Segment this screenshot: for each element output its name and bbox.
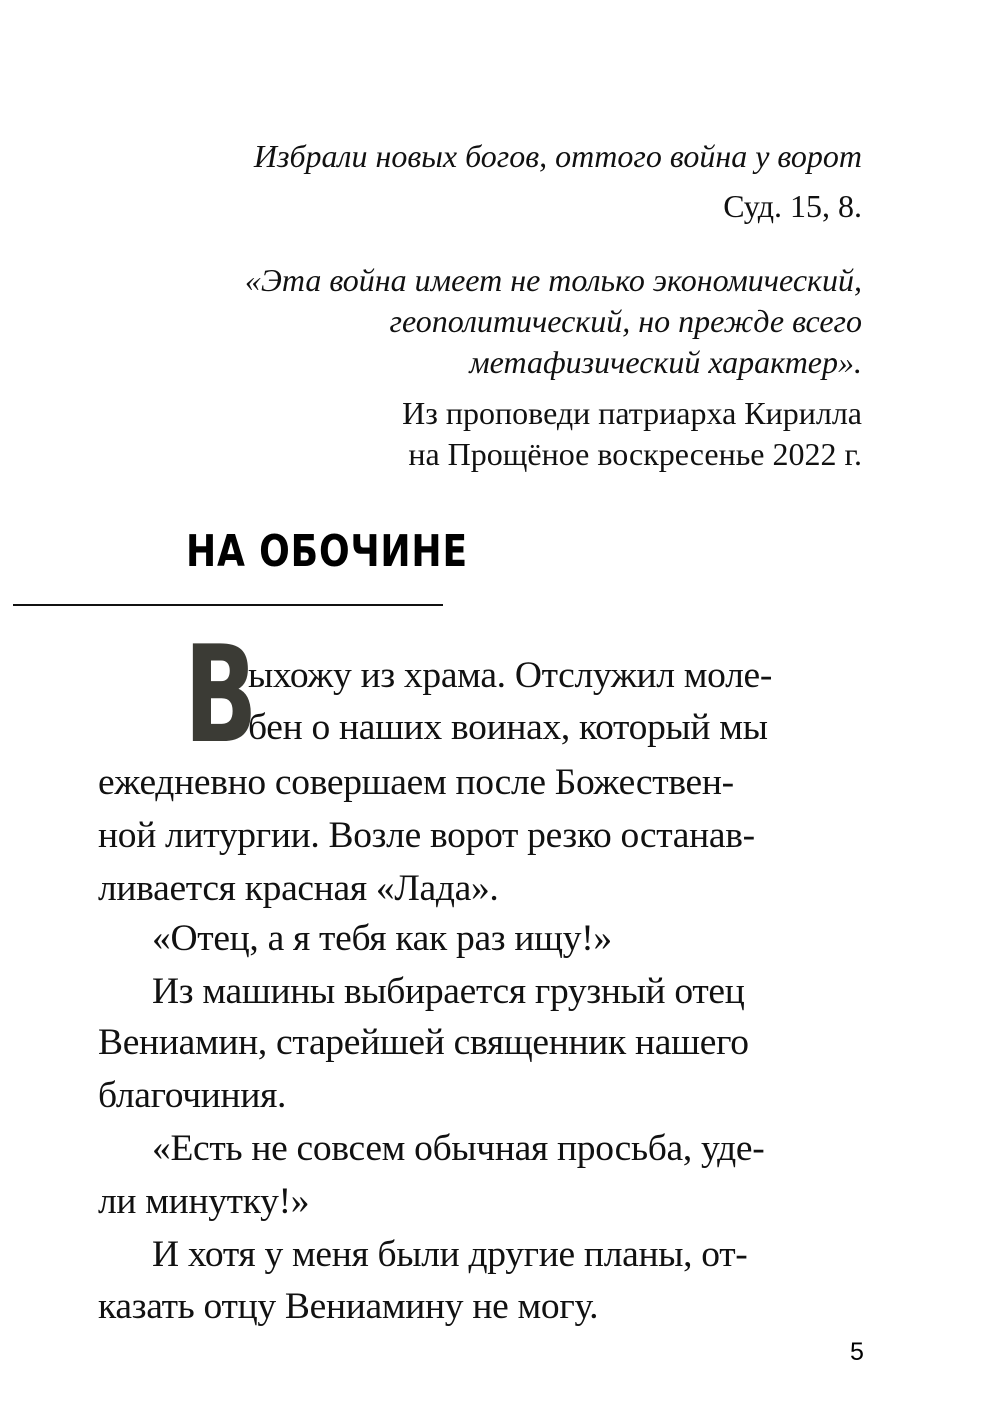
chapter-title: НА ОБОЧИНЕ xyxy=(186,526,468,577)
title-rule-divider xyxy=(13,604,443,606)
epigraph-2-quote-line: метафизический характер». xyxy=(469,344,862,380)
body-line: казать отцу Вениамину не могу. xyxy=(98,1286,599,1327)
epigraph-1-source: Суд. 15, 8. xyxy=(723,188,862,224)
page-number: 5 xyxy=(850,1338,864,1366)
body-line: И хотя у меня были другие планы, от- xyxy=(152,1234,748,1275)
body-line: Из машины выбирается грузный отец xyxy=(152,971,745,1012)
epigraph-2-quote-line: геополитический, но прежде всего xyxy=(389,303,862,339)
body-line: благочиния. xyxy=(98,1075,287,1116)
body-line: Вениамин, старейшей священник нашего xyxy=(98,1022,749,1063)
epigraph-1-quote: Избрали новых богов, оттого война у ворот xyxy=(253,138,862,174)
body-line: ной литургии. Возле ворот резко останав- xyxy=(98,815,755,856)
epigraph-2-quote-line: «Эта война имеет не только экономический, xyxy=(244,262,862,298)
body-line: ежедневно совершаем после Божествен- xyxy=(98,762,734,803)
drop-cap: В xyxy=(184,617,258,773)
body-line: бен о наших воинах, который мы xyxy=(248,707,768,748)
body-line: ливается красная «Лада». xyxy=(98,868,499,909)
body-line: ыхожу из храма. Отслужил моле- xyxy=(248,655,773,696)
body-line: ли минутку!» xyxy=(98,1181,310,1222)
epigraph-2-source-line: на Прощёное воскресенье 2022 г. xyxy=(408,436,862,472)
epigraph-2-source-line: Из проповеди патриарха Кирилла xyxy=(402,395,862,431)
body-line: «Отец, а я тебя как раз ищу!» xyxy=(152,918,612,959)
body-line: «Есть не совсем обычная просьба, уде- xyxy=(152,1128,765,1169)
